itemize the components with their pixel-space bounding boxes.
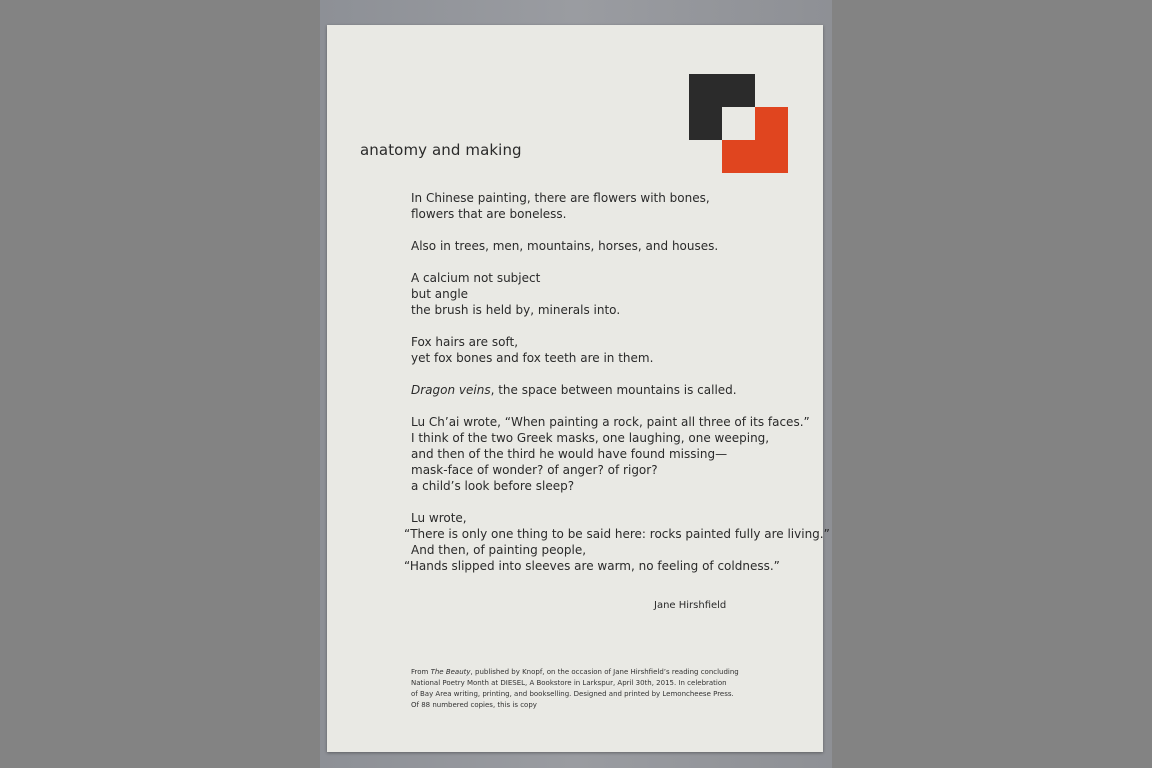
italic-phrase: Dragon veins <box>411 383 491 397</box>
poem-line: Fox hairs are soft, <box>411 335 519 349</box>
poem-line: yet fox bones and fox teeth are in them. <box>411 351 654 365</box>
broadside-sheet <box>327 25 830 752</box>
poem-line: but angle <box>411 287 469 301</box>
colophon-line: of Bay Area writing, printing, and bookselling. Designed and printed by Lemoncheese Press. <box>411 690 734 698</box>
colophon-line: National Poetry Month at DIESEL, A Bookstore in Larkspur, April 30th, 2015. In celebration <box>411 679 727 687</box>
colophon-line: Of 88 numbered copies, this is copy <box>411 701 537 709</box>
poem-line: and then of the third he would have found missing— <box>411 447 728 461</box>
poem-line: the brush is held by, minerals into. <box>411 303 621 317</box>
poem-line: Lu wrote, <box>411 511 467 525</box>
poem-line: A calcium not subject <box>411 271 541 285</box>
poem-line: Lu Ch’ai wrote, “When painting a rock, paint all three of its faces.” <box>411 415 810 429</box>
stanza-3 <box>411 270 830 318</box>
author-name: Jane Hirshfield <box>654 600 727 611</box>
poem-line-rest: , the space between mountains is called. <box>490 383 737 397</box>
poem-title: anatomy and making <box>360 141 522 159</box>
book-title: The Beauty <box>430 668 471 676</box>
stanza-5 <box>411 382 830 398</box>
colophon-prefix: From <box>411 668 431 676</box>
stanza-2 <box>411 238 830 254</box>
poem-line: a child’s look before sleep? <box>411 479 575 493</box>
poem-line: mask-face of wonder? of anger? of rigor? <box>411 463 658 477</box>
colophon <box>411 667 739 711</box>
poem-line: “There is only one thing to be said here: rocks painted fully are living.” <box>404 527 830 541</box>
poem-line: In Chinese painting, there are flowers with bones, <box>411 191 710 205</box>
poem-body <box>404 190 830 590</box>
stanza-6 <box>411 414 830 494</box>
poem-line: “Hands slipped into sleeves are warm, no feeling of coldness.” <box>404 559 780 573</box>
poem-line <box>411 382 830 398</box>
stanza-1 <box>411 190 830 222</box>
poem-line: And then, of painting people, <box>411 543 587 557</box>
colophon-line <box>411 667 739 678</box>
poem-line: Also in trees, men, mountains, horses, and houses. <box>411 239 719 253</box>
stanza-4 <box>411 334 830 366</box>
stanza-7 <box>404 510 830 574</box>
poem-line: flowers that are boneless. <box>411 207 567 221</box>
logo-overlap-gap <box>722 107 755 140</box>
poem-line: I think of the two Greek masks, one laughing, one weeping, <box>411 431 770 445</box>
colophon-rest: , published by Knopf, on the occasion of Jane Hirshfield’s reading concluding <box>470 668 739 676</box>
